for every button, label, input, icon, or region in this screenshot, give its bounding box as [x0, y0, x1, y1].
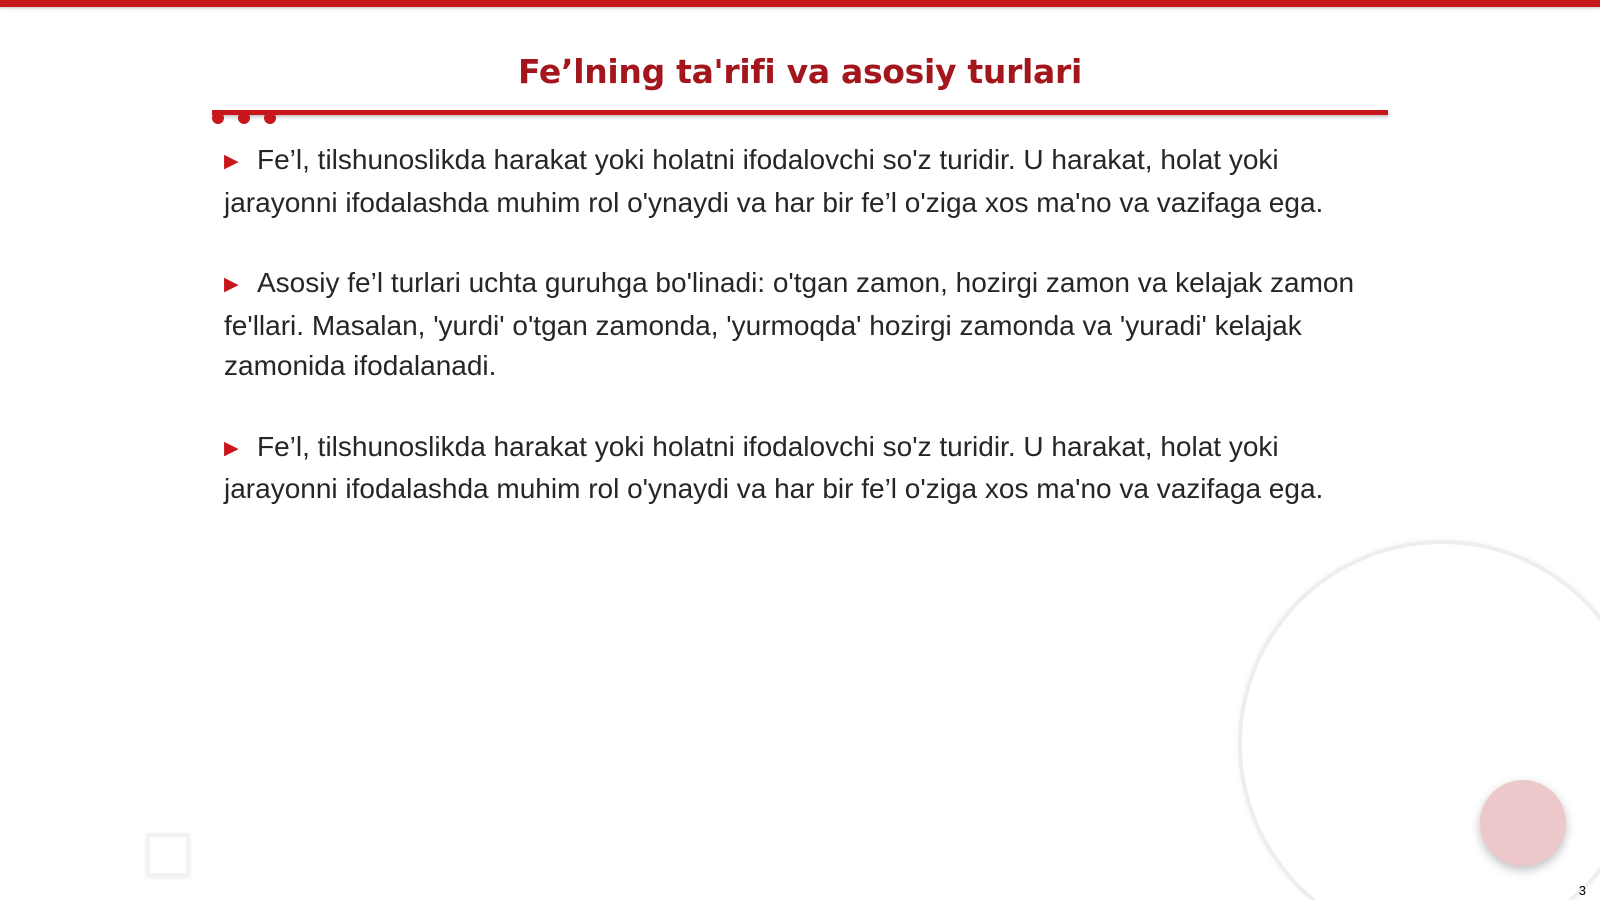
decor-dot [212, 112, 224, 124]
bullet-item [224, 263, 1364, 387]
bullet-text: Fe’l, tilshunoslikda harakat yoki holatni ifodalovchi so'z turidir. U harakat, holat yoki jarayonni ifodalashda muhim rol o'ynaydi va har bir fe’l o'ziga xos ma'no va vazifaga ega. [224, 144, 1324, 218]
bullet-text: Asosiy fe’l turlari uchta guruhga bo'linadi: o'tgan zamon, hozirgi zamon va kelajak zamon fe'llari. Masalan, 'yurdi' o'tgan zamonda, 'yurmoqda' hozirgi zamonda va 'yuradi' kelajak zamonida ifodalanadi. [224, 267, 1355, 381]
decor-square [146, 833, 190, 877]
page-number: 3 [1578, 883, 1586, 898]
decor-dot [264, 112, 276, 124]
bullet-list [224, 140, 1364, 550]
slide-title: Fe’lning ta'rifi va asosiy turlari [517, 52, 1083, 91]
title-underline [212, 110, 1388, 115]
top-accent-bar [0, 0, 1600, 7]
bullet-text: Fe’l, tilshunoslikda harakat yoki holatni ifodalovchi so'z turidir. U harakat, holat yoki jarayonni ifodalashda muhim rol o'ynaydi va har bir fe’l o'ziga xos ma'no va vazifaga ega. [224, 430, 1324, 504]
triangle-right-icon: ▶ [224, 274, 239, 295]
triangle-right-icon: ▶ [224, 437, 239, 459]
decor-dot [238, 112, 250, 124]
triangle-right-icon: ▶ [224, 151, 239, 172]
bullet-item [224, 427, 1364, 510]
decor-pink-circle [1480, 780, 1566, 866]
bullet-item [224, 140, 1364, 223]
